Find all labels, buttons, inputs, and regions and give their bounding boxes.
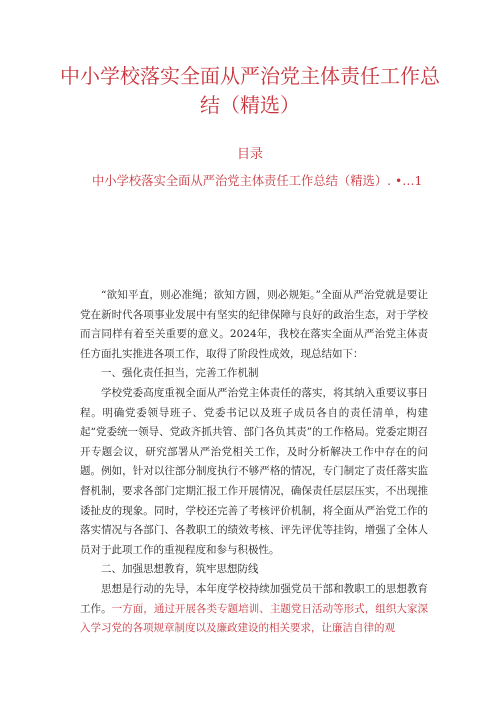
section-2-lead-text: 思想是行动的先导，本年度学校持续加强党员干部和教职工的思想教育工作。 — [80, 582, 428, 615]
toc-heading: 目录 — [236, 147, 263, 162]
section-heading-1: 一、强化责任担当，完善工作机制 — [101, 367, 259, 380]
toc-entry[interactable]: 中小学校落实全面从严治党主体责任工作总结（精选）. •…1 — [92, 174, 423, 188]
document-title: 中小学校落实全面从严治党主体责任工作总结（精选） — [60, 64, 440, 117]
section-1-paragraph: 学校党委高度重视全面从严治党主体责任的落实，将其纳入重要议事日程。明确党委领导班子、党委书记以及班子成员各自的责任清单，构建起“党委统一领导、党政齐抓共管、部门各负其责”的工作格局。党委定期召开专题会议，研究部署从严治党相关工作，及时分析解决工作中存在的问题。例如，针对以往部分制度执行不够严格的情况，专门制定了责任落实监督机制，要求各部门定期汇报工作开展情况，确保责任层层压实，不出现推诿扯皮的现象。同时，学校还完善了考核评价机制，将全面从严治党工作的落实情况与各部门、各教职工的绩效考核、评先评优等挂钩，增强了全体人员对于此项工作的重视程度和参与积极性。 — [80, 386, 428, 556]
section-2-highlighted-text: 一方面，通过开展各类专题培训、主题党日活动等形式，组织大家深入学习党的各项规章制度以及廉政建设的相关要求，让廉洁自律的观 — [80, 602, 428, 635]
section-heading-2: 二、加强思想教育，筑牢思想防线 — [101, 563, 259, 576]
intro-paragraph: “欲知平直，则必准绳；欲知方圆，则必规矩。”全面从严治党就是要让党在新时代各项事业发展中有坚实的纪律保障与良好的政治生态，对于学校而言同样有着至关重要的意义。2024年，我校在落实全面从严治党主体责任方面扎实推进各项工作，取得了阶段性成效，现总结如下： — [80, 289, 428, 360]
document-body — [80, 286, 428, 639]
section-2-paragraph — [80, 580, 428, 639]
